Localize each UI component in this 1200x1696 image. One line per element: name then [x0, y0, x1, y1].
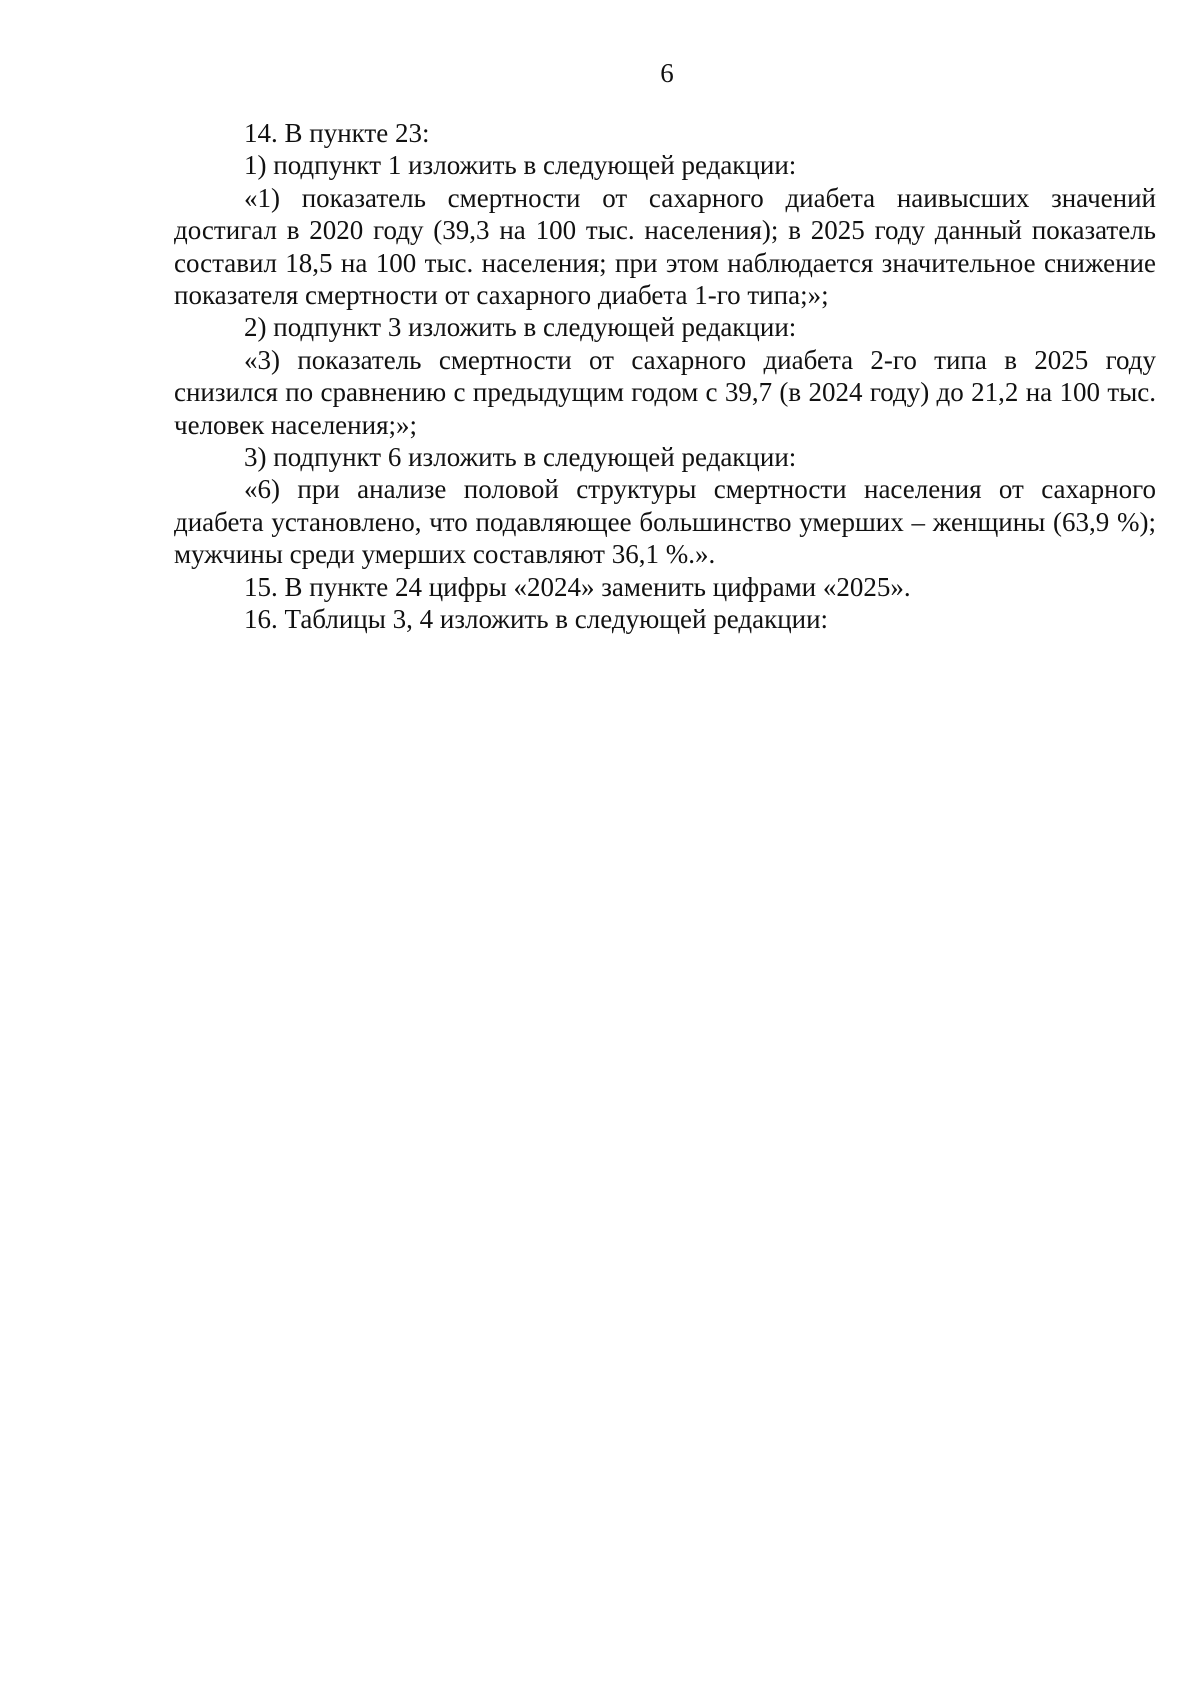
paragraph-subitem-6-text: «6) при анализе половой структуры смертности населения от сахарного диабета установлено, что подавляющее большинство умерших – женщины (63,9 %); мужчины среди умерших составляют 36,1 %.». — [174, 474, 1156, 570]
paragraph-item-16: 16. Таблицы 3, 4 изложить в следующей редакции: — [244, 604, 829, 635]
paragraph-subitem-3-text: «3) показатель смертности от сахарного диабета 2-го типа в 2025 году снизился по сравнению с предыдущим годом с 39,7 (в 2024 году) до 21,2 на 100 тыс. человек населения;»; — [174, 344, 1156, 440]
paragraph-subitem-1-heading: 1) подпункт 1 изложить в следующей редакции: — [244, 150, 797, 181]
paragraph-subitem-3-heading: 2) подпункт 3 изложить в следующей редакции: — [244, 312, 797, 343]
paragraph-item-14: 14. В пункте 23: — [244, 118, 430, 148]
page-number: 6 — [660, 58, 674, 88]
paragraph-item-15: 15. В пункте 24 цифры «2024» заменить цифрами «2025». — [244, 571, 911, 602]
document-body — [174, 117, 1156, 636]
paragraph-subitem-6-heading: 3) подпункт 6 изложить в следующей редакции: — [244, 442, 797, 473]
paragraph-subitem-1-text: «1) показатель смертности от сахарного диабета наивысших значений достигал в 2020 году (39,3 на 100 тыс. населения); в 2025 году данный показатель составил 18,5 на 100 тыс. населения; при этом наблюдается значительное снижение показателя смертности от сахарного диабета 1-го типа;»; — [174, 182, 1156, 311]
